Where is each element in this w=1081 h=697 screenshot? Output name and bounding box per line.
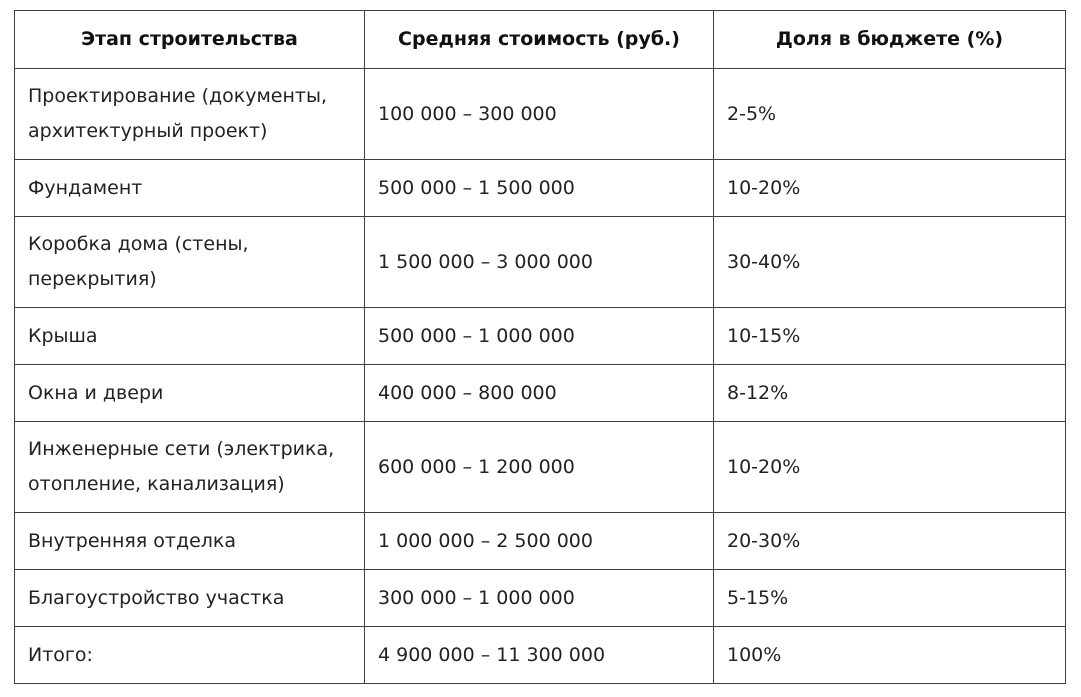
cost-cell: 100 000 – 300 000 [365,69,714,160]
header-cost: Средняя стоимость (руб.) [365,11,714,69]
stage-cell: Проектирование (документы, архитектурный проект) [15,69,365,160]
share-cell: 20-30% [714,513,1066,570]
cost-table-container [14,10,1065,684]
table-row-total [15,627,1066,684]
cost-cell: 500 000 – 1 000 000 [365,308,714,365]
share-cell: 10-20% [714,422,1066,513]
share-cell: 5-15% [714,570,1066,627]
header-stage: Этап строительства [15,11,365,69]
share-cell: 8-12% [714,365,1066,422]
table-row [15,160,1066,217]
table-row [15,217,1066,308]
cost-cell: 500 000 – 1 500 000 [365,160,714,217]
stage-cell: Внутренняя отделка [15,513,365,570]
share-cell: 2-5% [714,69,1066,160]
share-cell: 100% [714,627,1066,684]
stage-cell: Итого: [15,627,365,684]
table-row [15,69,1066,160]
cost-cell: 1 500 000 – 3 000 000 [365,217,714,308]
cost-cell: 4 900 000 – 11 300 000 [365,627,714,684]
table-row [15,570,1066,627]
stage-cell: Инженерные сети (электрика, отопление, канализация) [15,422,365,513]
cost-cell: 600 000 – 1 200 000 [365,422,714,513]
stage-cell: Окна и двери [15,365,365,422]
table-header-row [15,11,1066,69]
table-row [15,365,1066,422]
cost-cell: 1 000 000 – 2 500 000 [365,513,714,570]
share-cell: 10-15% [714,308,1066,365]
stage-cell: Коробка дома (стены, перекрытия) [15,217,365,308]
stage-cell: Благоустройство участка [15,570,365,627]
table-row [15,513,1066,570]
header-share: Доля в бюджете (%) [714,11,1066,69]
stage-cell: Фундамент [15,160,365,217]
stage-cell: Крыша [15,308,365,365]
share-cell: 30-40% [714,217,1066,308]
construction-cost-table [14,10,1066,684]
table-row [15,422,1066,513]
cost-cell: 400 000 – 800 000 [365,365,714,422]
cost-cell: 300 000 – 1 000 000 [365,570,714,627]
table-row [15,308,1066,365]
share-cell: 10-20% [714,160,1066,217]
